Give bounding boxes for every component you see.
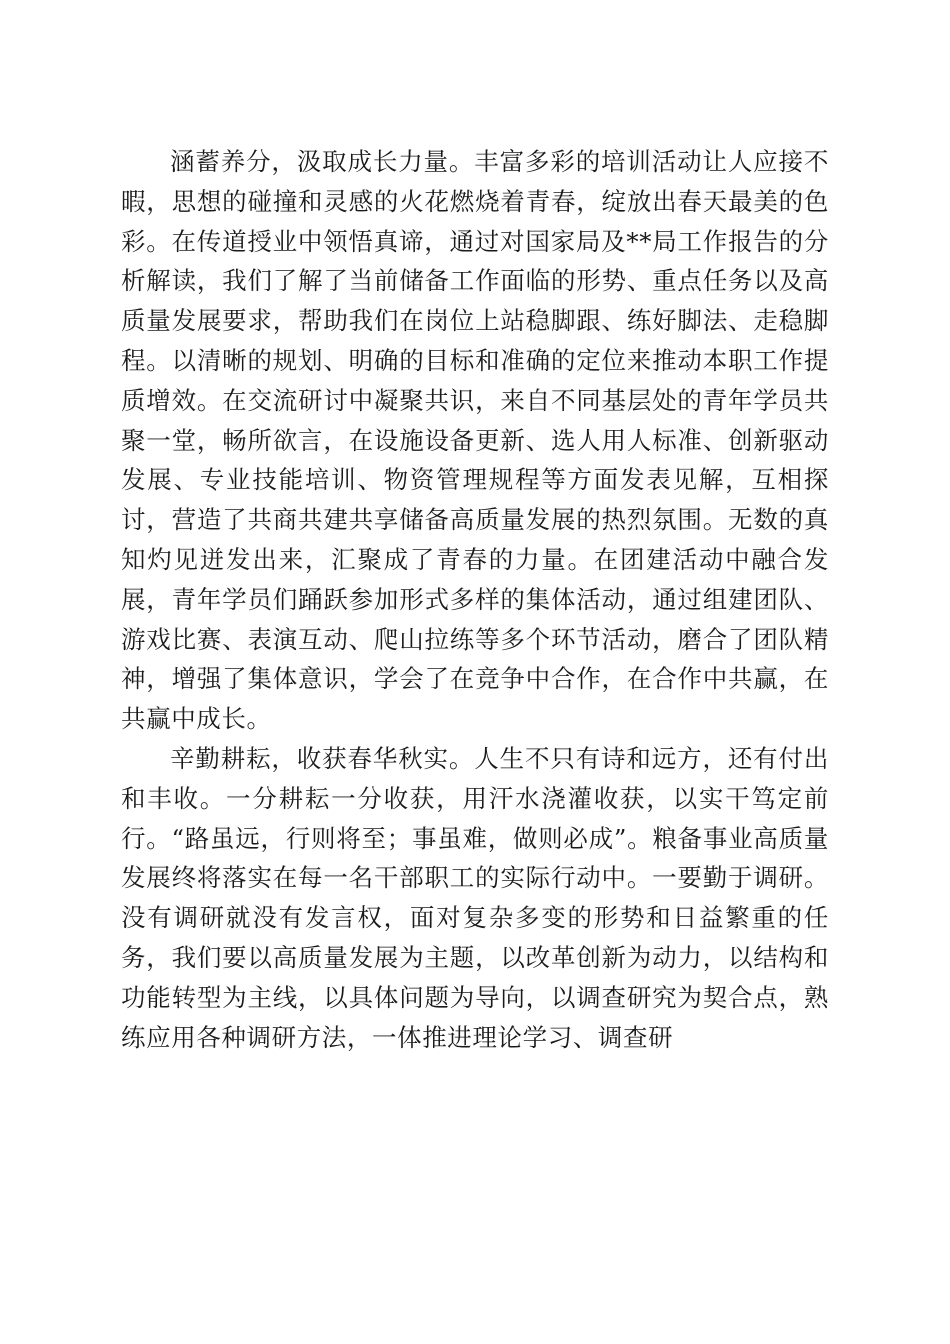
body-text (121, 142, 829, 1057)
paragraph-growth: 涵蓄养分，汲取成长力量。丰富多彩的培训活动让人应接不暇，思想的碰撞和灵感的火花燃烧着青春，绽放出春天最美的色彩。在传道授业中领悟真谛，通过对国家局及**局工作报告的分析解读，我们了解了当前储备工作面临的形势、重点任务以及高质量发展要求，帮助我们在岗位上站稳脚跟、练好脚法、走稳脚程。以清晰的规划、明确的目标和准确的定位来推动本职工作提质增效。在交流研讨中凝聚共识，来自不同基层处的青年学员共聚一堂，畅所欲言，在设施设备更新、选人用人标准、创新驱动发展、专业技能培训、物资管理规程等方面发表见解，互相探讨，营造了共商共建共享储备高质量发展的热烈氛围。无数的真知灼见迸发出来，汇聚成了青春的力量。在团建活动中融合发展，青年学员们踊跃参加形式多样的集体活动，通过组建团队、游戏比赛、表演互动、爬山拉练等多个环节活动，磨合了团队精神，增强了集体意识，学会了在竞争中合作，在合作中共赢，在共赢中成长。 (121, 147, 829, 734)
paragraph-harvest: 辛勤耕耘，收获春华秋实。人生不只有诗和远方，还有付出和丰收。一分耕耘一分收获，用汗水浇灌收获，以实干笃定前行。“路虽远，行则将至；事虽难，做则必成”。粮备事业高质量发展终将落实在每一名干部职工的实际行动中。一要勤于调研。没有调研就没有发言权，面对复杂多变的形势和日益繁重的任务，我们要以高质量发展为主题，以改革创新为动力，以结构和功能转型为主线，以具体问题为导向，以调查研究为契合点，熟练应用各种调研方法，一体推进理论学习、调查研 (121, 743, 829, 1052)
